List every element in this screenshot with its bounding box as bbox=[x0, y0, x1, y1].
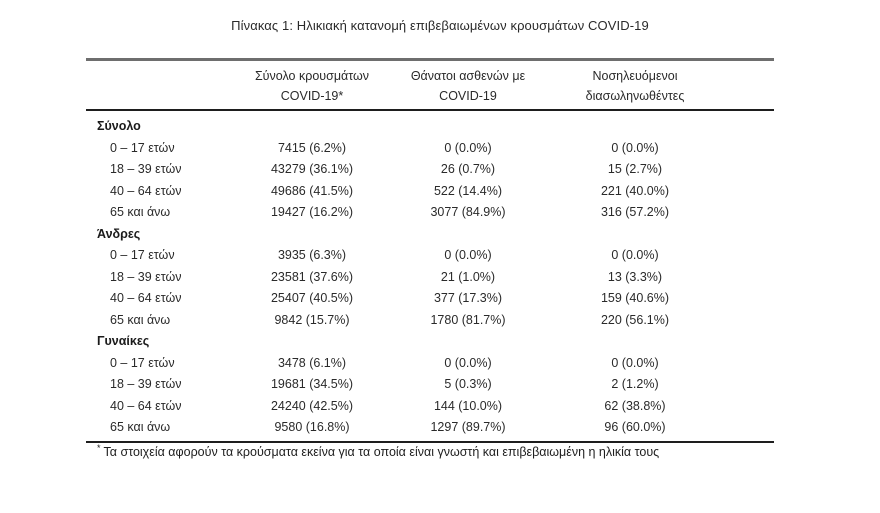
table-header-rule bbox=[86, 109, 774, 111]
group-header-row bbox=[0, 331, 880, 353]
table-row bbox=[0, 310, 880, 332]
cases-cell: 49686 (41.5%) bbox=[270, 183, 353, 198]
table-row bbox=[0, 396, 880, 418]
column-header-intubated bbox=[560, 66, 710, 106]
cases-cell: 3478 (6.1%) bbox=[277, 355, 347, 370]
age-group-cell: 0 – 17 ετών bbox=[110, 248, 175, 262]
deaths-cell: 0 (0.0%) bbox=[444, 140, 492, 155]
intubated-cell: 0 (0.0%) bbox=[611, 140, 659, 155]
column-header-total-cases bbox=[237, 66, 387, 106]
column-header-line: COVID-19* bbox=[280, 89, 344, 103]
table-body bbox=[0, 116, 880, 439]
deaths-cell: 26 (0.7%) bbox=[440, 162, 496, 176]
cases-cell: 9580 (16.8%) bbox=[274, 420, 350, 434]
deaths-cell: 21 (1.0%) bbox=[440, 269, 496, 284]
intubated-cell: 96 (60.0%) bbox=[604, 420, 666, 434]
footnote-text: Τα στοιχεία αφορούν τα κρούσματα εκείνα για τα οποία είναι γνωστή και επιβεβαιωμένη η ηλικία τους bbox=[103, 445, 660, 459]
table-row bbox=[0, 245, 880, 267]
column-header-line: Σύνολο κρουσμάτων bbox=[254, 69, 370, 83]
table-row bbox=[0, 138, 880, 160]
cases-cell: 24240 (42.5%) bbox=[270, 398, 353, 413]
deaths-cell: 0 (0.0%) bbox=[444, 355, 492, 370]
group-header-row bbox=[0, 224, 880, 246]
age-group-cell: 18 – 39 ετών bbox=[110, 269, 182, 284]
age-group-cell: 65 και άνω bbox=[110, 312, 171, 327]
deaths-cell: 0 (0.0%) bbox=[444, 248, 492, 262]
age-group-cell: 18 – 39 ετών bbox=[110, 377, 182, 391]
intubated-cell: 221 (40.0%) bbox=[600, 183, 670, 198]
group-label-men: Άνδρες bbox=[97, 226, 141, 241]
table-title: Πίνακας 1: Ηλικιακή κατανομή επιβεβαιωμένων κρουσμάτων COVID-19 bbox=[231, 18, 649, 33]
table-row bbox=[0, 202, 880, 224]
column-header-line: Θάνατοι ασθενών με bbox=[410, 69, 526, 83]
intubated-cell: 159 (40.6%) bbox=[600, 291, 670, 305]
age-group-cell: 18 – 39 ετών bbox=[110, 162, 182, 176]
cases-cell: 9842 (15.7%) bbox=[274, 312, 350, 327]
column-header-line: COVID-19 bbox=[439, 89, 497, 103]
age-group-cell: 40 – 64 ετών bbox=[110, 291, 182, 305]
cases-cell: 43279 (36.1%) bbox=[270, 162, 353, 176]
deaths-cell: 144 (10.0%) bbox=[433, 398, 503, 413]
cases-cell: 23581 (37.6%) bbox=[270, 269, 353, 284]
table-bottom-rule bbox=[86, 441, 774, 443]
table-row bbox=[0, 374, 880, 396]
intubated-cell: 15 (2.7%) bbox=[607, 162, 663, 176]
table-row bbox=[0, 181, 880, 203]
footnote-marker: * bbox=[97, 443, 101, 453]
age-group-cell: 0 – 17 ετών bbox=[110, 355, 175, 370]
age-group-cell: 0 – 17 ετών bbox=[110, 140, 175, 155]
table-row bbox=[0, 159, 880, 181]
cases-cell: 19681 (34.5%) bbox=[270, 377, 353, 391]
age-group-cell: 65 και άνω bbox=[110, 420, 171, 434]
age-group-cell: 40 – 64 ετών bbox=[110, 183, 182, 198]
cases-cell: 19427 (16.2%) bbox=[270, 205, 353, 219]
table-row bbox=[0, 353, 880, 375]
cases-cell: 3935 (6.3%) bbox=[277, 248, 347, 262]
deaths-cell: 377 (17.3%) bbox=[433, 291, 503, 305]
age-group-cell: 40 – 64 ετών bbox=[110, 398, 182, 413]
deaths-cell: 5 (0.3%) bbox=[444, 377, 492, 391]
intubated-cell: 2 (1.2%) bbox=[611, 377, 659, 391]
table-footnote bbox=[97, 445, 659, 459]
group-header-row bbox=[0, 116, 880, 138]
column-header-line: διασωληνωθέντες bbox=[585, 89, 685, 103]
intubated-cell: 0 (0.0%) bbox=[611, 355, 659, 370]
cases-cell: 7415 (6.2%) bbox=[277, 140, 347, 155]
cases-cell: 25407 (40.5%) bbox=[270, 291, 353, 305]
age-group-cell: 65 και άνω bbox=[110, 205, 171, 219]
table-row bbox=[0, 288, 880, 310]
deaths-cell: 522 (14.4%) bbox=[433, 183, 503, 198]
intubated-cell: 62 (38.8%) bbox=[604, 398, 666, 413]
column-header-deaths bbox=[393, 66, 543, 106]
group-label-women: Γυναίκες bbox=[97, 334, 150, 348]
intubated-cell: 316 (57.2%) bbox=[600, 205, 670, 219]
intubated-cell: 0 (0.0%) bbox=[611, 248, 659, 262]
group-label-total: Σύνολο bbox=[97, 119, 141, 133]
table-row bbox=[0, 267, 880, 289]
deaths-cell: 3077 (84.9%) bbox=[430, 205, 506, 219]
table-row bbox=[0, 417, 880, 439]
table-top-rule bbox=[86, 58, 774, 61]
intubated-cell: 220 (56.1%) bbox=[600, 312, 670, 327]
intubated-cell: 13 (3.3%) bbox=[607, 269, 663, 284]
deaths-cell: 1780 (81.7%) bbox=[430, 312, 506, 327]
column-header-line: Νοσηλευόμενοι bbox=[592, 69, 678, 83]
deaths-cell: 1297 (89.7%) bbox=[430, 420, 506, 434]
